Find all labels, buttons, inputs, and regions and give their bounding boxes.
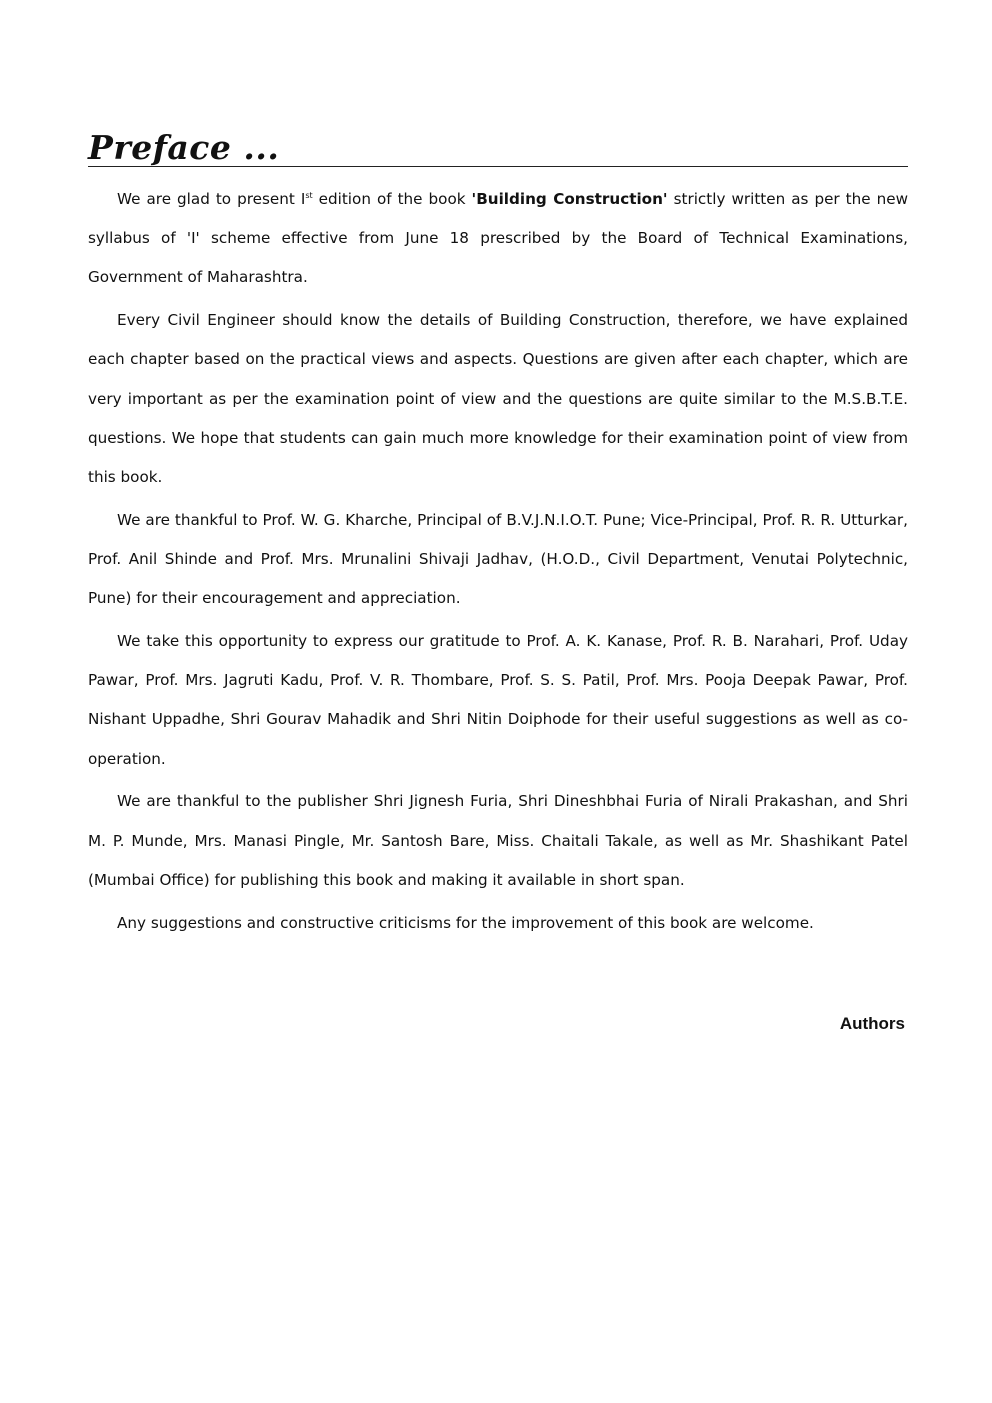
p1-mid: edition of the book [312,190,472,208]
preface-body [88,180,908,943]
p1-pre: We are glad to present I [117,190,306,208]
title-block [88,118,908,167]
p1-post: strictly written as per the new syllabus of 'I' scheme effective from June 18 prescribed by the Board of Technical Examinations, Government of Maharashtra. [88,190,908,287]
paragraph-1 [88,180,908,298]
paragraph-6: Any suggestions and constructive criticisms for the improvement of this book are welcome. [117,913,814,932]
authors-signature: Authors [839,1014,905,1033]
paragraph-5: We are thankful to the publisher Shri Jignesh Furia, Shri Dineshbhai Furia of Nirali Prakashan, and Shri M. P. Munde, Mrs. Manasi Pingle, Mr. Santosh Bare, Miss. Chaitali Takale, as well as Mr. Shashikant Patel (Mumbai Office) for publishing this book and making it available in short span. [88,792,908,889]
page-title: Preface ... [88,128,280,167]
paragraph-4: We take this opportunity to express our gratitude to Prof. A. K. Kanase, Prof. R. B. Narahari, Prof. Uday Pawar, Prof. Mrs. Jagruti Kadu, Prof. V. R. Thombare, Prof. S. S. Patil, Prof. Mrs. Pooja Deepak Pawar, Prof. Nishant Uppadhe, Shri Gourav Mahadik and Shri Nitin Doiphode for their useful suggestions as well as co-operation. [88,632,908,768]
p1-sup: st [305,191,313,200]
book-title: 'Building Construction' [471,190,668,208]
paragraph-3: We are thankful to Prof. W. G. Kharche, Principal of B.V.J.N.I.O.T. Pune; Vice-Principal, Prof. R. R. Utturkar, Prof. Anil Shinde and Prof. Mrs. Mrunalini Shivaji Jadhav, (H.O.D., Civil Department, Venutai Polytechnic, Pune) for their encouragement and appreciation. [88,510,908,608]
preface-page [88,118,908,946]
paragraph-2: Every Civil Engineer should know the details of Building Construction, therefore, we have explained each chapter based on the practical views and aspects. Questions are given after each chapter, which are very important as per the examination point of view and the questions are quite similar to the M.S.B.T.E. questions. We hope that students can gain much more knowledge for their examination point of view from this book. [88,311,908,487]
